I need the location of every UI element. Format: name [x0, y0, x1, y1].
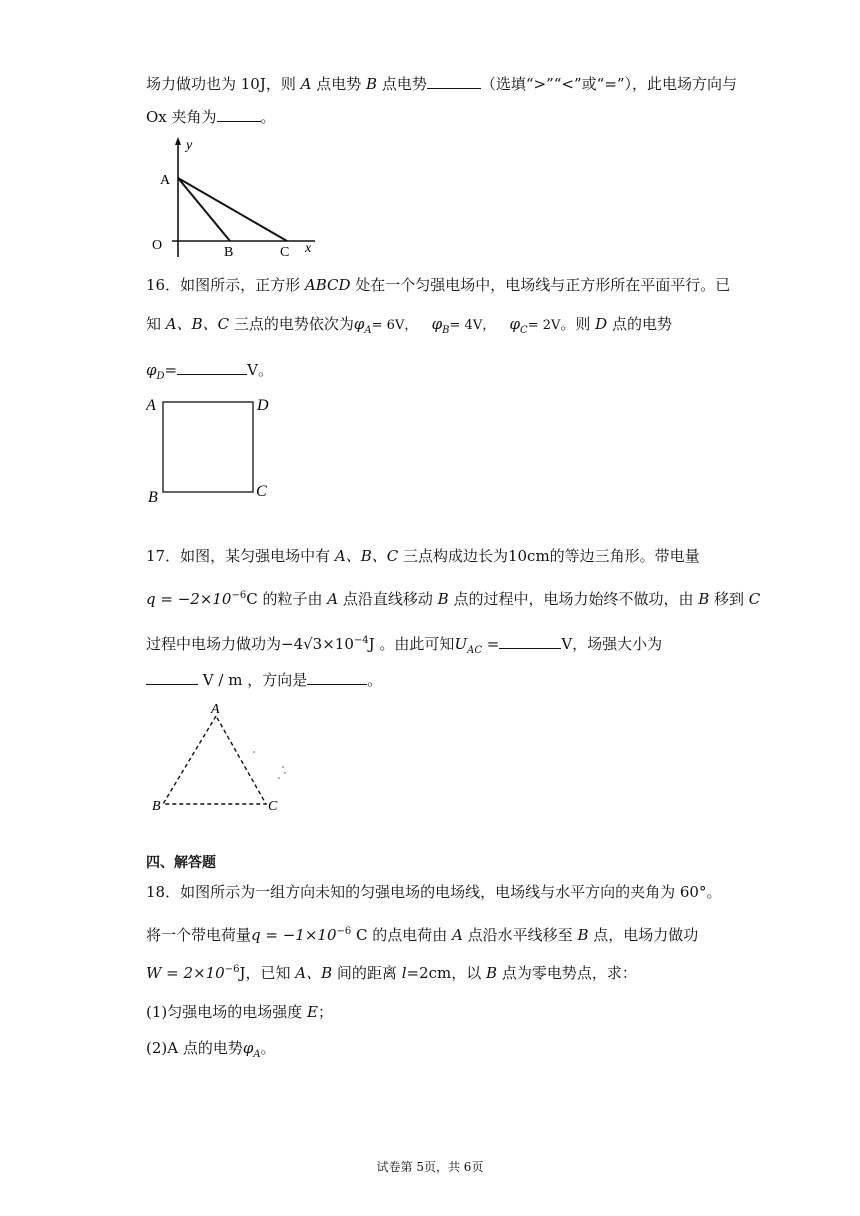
label-b: B — [224, 245, 234, 260]
label-b: B — [152, 799, 161, 814]
text: = 6V， — [371, 318, 418, 333]
label-o: O — [152, 238, 163, 253]
text: 知 — [146, 315, 166, 333]
text: 点，电场力做功 — [588, 926, 699, 944]
answer-blank[interactable] — [177, 360, 247, 375]
label-y: y — [186, 138, 193, 153]
text: W = 2×10 — [146, 964, 225, 982]
text: E — [307, 1003, 318, 1021]
text: 。 — [367, 671, 383, 689]
q17-line-4 — [146, 670, 382, 690]
square-abcd — [163, 402, 253, 492]
text: B — [437, 590, 449, 608]
text: U — [454, 635, 468, 653]
text: 点沿水平线移至 — [462, 926, 578, 944]
text: B — [486, 964, 498, 982]
text: −6 — [336, 926, 352, 937]
text: 16．如图所示，正方形 — [146, 276, 305, 294]
q18-sub-1 — [146, 1002, 333, 1022]
q18-line-3 — [146, 960, 637, 983]
q15-line-1 — [146, 74, 737, 94]
text: A — [452, 926, 463, 944]
text: B — [366, 75, 378, 93]
text: =2cm，以 — [406, 964, 487, 982]
phi-symbol: $\varphi_A$ — [353, 315, 372, 336]
q16-square-diagram — [146, 390, 276, 505]
answer-blank[interactable] — [499, 634, 561, 649]
label-a: A — [160, 173, 171, 188]
text: 。 — [260, 108, 276, 126]
text: C 的粒子由 — [246, 590, 328, 608]
y-axis-arrow — [175, 137, 181, 145]
triangle-abc — [163, 716, 266, 804]
phi-symbol: $\varphi_A$ — [242, 1039, 261, 1060]
text: Ox 夹角为 — [146, 108, 217, 126]
text: V / m ，方向是 — [202, 671, 308, 689]
line-ab — [178, 178, 230, 241]
q17-line-1 — [146, 546, 700, 566]
text: 点电势 — [311, 75, 367, 93]
text: B — [698, 590, 710, 608]
label-c: C — [268, 799, 278, 814]
label-a: A — [211, 702, 220, 717]
phi-symbol: $\varphi_B$ — [431, 315, 450, 336]
text: 点沿直线移动 — [338, 590, 438, 608]
text: 点的电势 — [607, 315, 672, 333]
text: l — [401, 964, 407, 982]
text: q = −2×10 — [146, 590, 232, 608]
text: B — [577, 926, 589, 944]
q16-line-3 — [146, 360, 273, 387]
q15-diagram — [150, 135, 330, 260]
page-footer: 试卷第 5页，共 6页 — [376, 1160, 484, 1174]
text: 移到 — [709, 590, 749, 608]
text: A、B、C — [165, 315, 230, 333]
text: 将一个带电荷量 — [146, 926, 252, 944]
text: (2)A 点的电势 — [146, 1039, 243, 1057]
speck — [282, 766, 284, 768]
label-c: C — [256, 483, 267, 500]
label-x: x — [305, 241, 312, 256]
label-c: C — [280, 245, 290, 260]
text: J 。由此可知 — [368, 635, 455, 653]
text: 过程中电场力做功为 — [146, 635, 282, 653]
label-a: A — [146, 397, 156, 414]
text: C — [748, 590, 761, 608]
speck — [278, 777, 280, 779]
text: 点为零电势点，求： — [497, 964, 637, 982]
text: −4√3×10 — [281, 635, 354, 653]
q15-line-2 — [146, 107, 276, 127]
text: (1)匀强电场的电场强度 — [146, 1003, 308, 1021]
text: 点的过程中，电场力始终不做功，由 — [448, 590, 699, 608]
text: 。 — [260, 1039, 276, 1057]
text: A、B、C — [334, 547, 399, 565]
speck — [253, 751, 255, 753]
text: = — [481, 635, 500, 653]
text: 间的距离 — [332, 964, 402, 982]
text: ABCD — [304, 276, 351, 294]
text: （选填“>”“<”或“=”），此电场方向与 — [480, 75, 738, 93]
text: A — [327, 590, 339, 608]
section-heading: 四、解答题 — [146, 855, 216, 871]
text: 点电势 — [377, 75, 427, 93]
text: J，已知 — [239, 964, 296, 982]
text: V。 — [247, 361, 273, 379]
text: ； — [317, 1003, 333, 1021]
text: = — [164, 361, 178, 379]
text: q = −1×10 — [251, 926, 337, 944]
phi-symbol: $\varphi_C$ — [509, 315, 528, 336]
text: 17．如图，某匀强电场中有 — [146, 547, 335, 565]
text: C 的点电荷由 — [351, 926, 453, 944]
answer-blank[interactable] — [307, 670, 367, 685]
answer-blank[interactable] — [217, 107, 261, 122]
speck — [284, 772, 286, 774]
q18-line-1: 18．如图所示为一组方向未知的匀强电场的电场线，电场线与水平方向的夹角为 60°。 — [146, 883, 722, 901]
q18-line-2 — [146, 922, 698, 945]
text: AC — [467, 645, 482, 656]
q16-line-1 — [146, 275, 730, 295]
text: −6 — [224, 964, 240, 975]
text: 处在一个匀强电场中，电场线与正方形所在平面平行。已 — [350, 276, 731, 294]
label-d: D — [257, 397, 269, 414]
q18-sub-2 — [146, 1038, 276, 1065]
q17-line-2 — [146, 586, 760, 609]
text: V，场强大小为 — [561, 635, 663, 653]
text: A — [300, 75, 312, 93]
text: D — [595, 315, 608, 333]
text: 场力做功也为 10J，则 — [146, 75, 301, 93]
text: 三点的电势依次为 — [229, 315, 354, 333]
answer-blank[interactable] — [427, 74, 481, 89]
text: −4 — [353, 635, 369, 646]
q17-line-3 — [146, 631, 662, 661]
text: A、B — [295, 964, 333, 982]
line-ac — [178, 178, 287, 241]
text: 三点构成边长为10cm的等边三角形。带电量 — [398, 547, 700, 565]
label-b: B — [148, 489, 158, 505]
text: = 4V， — [449, 318, 496, 333]
text: 。则 — [560, 315, 596, 333]
q16-line-2 — [146, 314, 672, 341]
answer-blank[interactable] — [146, 670, 198, 685]
q17-triangle-diagram — [146, 700, 296, 820]
phi-symbol: $\varphi_D$ — [146, 361, 165, 382]
text: = 2V — [527, 318, 561, 333]
text: −6 — [231, 590, 247, 601]
